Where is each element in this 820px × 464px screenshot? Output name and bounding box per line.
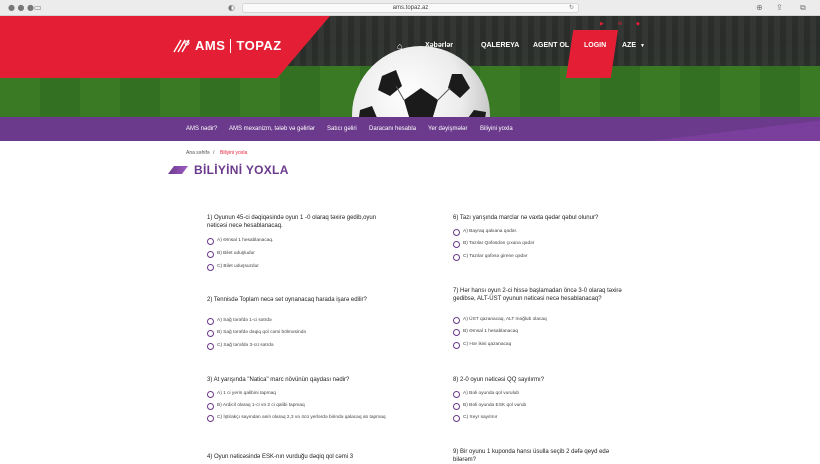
option-label: A) Sağ tərəfdə 1-ci sətrdə [217, 318, 272, 323]
subnav-calculate[interactable]: Daracanı hesabla [369, 126, 417, 132]
url-text: ams.topaz.az [392, 5, 429, 11]
radio-button[interactable] [207, 415, 214, 422]
radio-button[interactable] [453, 317, 460, 324]
language-selector[interactable] [622, 36, 645, 56]
logo-icon [170, 38, 192, 54]
question-7: 7) Hər hansı oyun 2-ci hissə başlamadan öncə 3-0 olaraq təxirə gedibsə, ALT-ÜST oyunun nəticəsi necə hesablanacaq? [453, 288, 622, 302]
option-label: B) Əmsal 1 hesablanacaq [463, 329, 519, 334]
radio-button[interactable] [453, 229, 460, 236]
radio-button[interactable] [207, 330, 214, 337]
language-label: AZE [622, 42, 636, 49]
option-label: B) Ardicil olaraq 1-ci və 2 ci qalibi tapmaq [217, 403, 305, 408]
chevron-down-icon: ▼ [639, 43, 645, 49]
radio-button[interactable] [207, 318, 214, 325]
question-1: 1) Oyunun 45-ci dəqiqəsində oyun 1 -0 olaraq təxirə gedib,oyun nəticəsi necə hesablanacaq. [207, 215, 377, 229]
logo-right-text: TOPAZ [236, 38, 282, 53]
title-accent-icon [168, 166, 188, 174]
option-label: B) Sağ tərəfdə dəqiq qol cəmi bölməsində [217, 330, 307, 335]
sidebar-toggle-icon[interactable]: ▭ [34, 3, 42, 12]
breadcrumb-current: Biliyini yoxla [220, 150, 248, 156]
home-icon[interactable]: ⌂ [397, 41, 403, 51]
logo-separator [230, 39, 231, 53]
share-icon[interactable]: ⇪ [776, 3, 783, 12]
option-label: C) Bilet uduşsuzdur [217, 264, 259, 269]
radio-button[interactable] [207, 343, 214, 350]
question-9: 9) Bir oyunu 1 kuponda hansı üsulla seçib 2 dəfə qeyd edə bilərəm? [453, 449, 610, 463]
site-logo[interactable] [170, 38, 282, 54]
radio-button[interactable] [453, 415, 460, 422]
radio-button[interactable] [453, 254, 460, 261]
option-label: A) Bəli oyunda qol vurulub [463, 391, 519, 396]
option-label: B) Bəli oyunda ESK qol vurub [463, 403, 527, 408]
option-label: C) İştirakçı sayından asılı olaraq 2,3 və 4cü yerlərdə birində qalacaq atı tapmaq [217, 415, 386, 420]
breadcrumb-home[interactable]: Ana səhifə [186, 150, 210, 156]
nav-login[interactable]: LOGIN [584, 42, 607, 49]
nav-news[interactable]: Xəbərlər [425, 42, 454, 49]
radio-button[interactable] [207, 251, 214, 258]
radio-button[interactable] [207, 238, 214, 245]
subnav-test-knowledge[interactable]: Biliyini yoxla [480, 126, 513, 132]
radio-button[interactable] [453, 329, 460, 336]
question-4: 4) Oyun nəticəsində ESK-nın vurduğu dəqiq qol cəmi 3 [207, 454, 354, 460]
nav-agent[interactable]: AGENT OL [533, 42, 570, 49]
option-label: B) Bilet uduşludur [217, 251, 255, 256]
question-2: 2) Tennisdə Toplam necə set oynanacaq harada işarə edilir? [207, 297, 367, 303]
download-icon[interactable]: ⊕ [756, 3, 763, 12]
radio-button[interactable] [207, 264, 214, 271]
logo-left-text: AMS [195, 38, 226, 53]
option-label: C) Hər ikisi qazanacaq [463, 342, 512, 347]
option-label: C) Sağ tərəfdə 3-cü sətrdə [217, 343, 274, 348]
hero-banner [0, 16, 820, 117]
question-3: 3) At yarışında "Natica" marc növünün qaydası nədir? [207, 377, 350, 383]
shield-icon[interactable]: ◐ [228, 3, 235, 12]
window-controls[interactable]: ● ● ● [8, 3, 35, 12]
browser-toolbar [0, 0, 820, 16]
option-label: A) Əmsal 1 hesablanacaq. [217, 238, 274, 243]
nav-gallery[interactable]: QALEREYA [481, 42, 520, 49]
address-bar[interactable] [242, 3, 579, 13]
option-label: C) Tazılar qəfəsə girene qədər [463, 254, 528, 259]
question-8: 8) 2-0 oyun nəticəsi QQ sayılırmı? [453, 377, 545, 383]
page-title: BİLİYİNİ YOXLA [194, 163, 289, 177]
subnav-what-is-ams[interactable]: AMS nədir? [186, 126, 218, 132]
social-icon-1[interactable]: ▶ [600, 21, 604, 27]
option-label: A) ÜST qazanacaq, ALT məğlub olacaq [463, 317, 547, 322]
option-label: A) 1 ci yerin qalibini tapmaq [217, 391, 276, 396]
subnav-mechanism[interactable]: AMS mexanizm, tələb və gəlirlər [229, 126, 316, 132]
radio-button[interactable] [453, 241, 460, 248]
option-label: A) Bayraq qalxana qədər. [463, 229, 518, 234]
refresh-icon[interactable]: ↻ [568, 5, 574, 11]
tabs-icon[interactable]: ⧉ [800, 3, 806, 12]
question-6: 6) Tazı yarışında marclar nə vaxta qədər qəbul olunur? [453, 215, 599, 221]
radio-button[interactable] [207, 403, 214, 410]
radio-button[interactable] [453, 342, 460, 349]
radio-button[interactable] [453, 391, 460, 398]
social-icon-3[interactable]: ◆ [636, 21, 640, 27]
subnav-seller-income[interactable]: Satıcı gəliri [327, 126, 357, 132]
breadcrumb-separator: / [213, 150, 215, 156]
radio-button[interactable] [207, 391, 214, 398]
radio-button[interactable] [453, 403, 460, 410]
social-icon-2[interactable]: ✉ [618, 21, 623, 27]
option-label: B) Tazılar Qəfəsdən çıxana qədər [463, 241, 535, 246]
subnav-relocations[interactable]: Yer dəyişmələr [428, 126, 468, 132]
option-label: C) Xeyr sayılmır [463, 415, 498, 420]
